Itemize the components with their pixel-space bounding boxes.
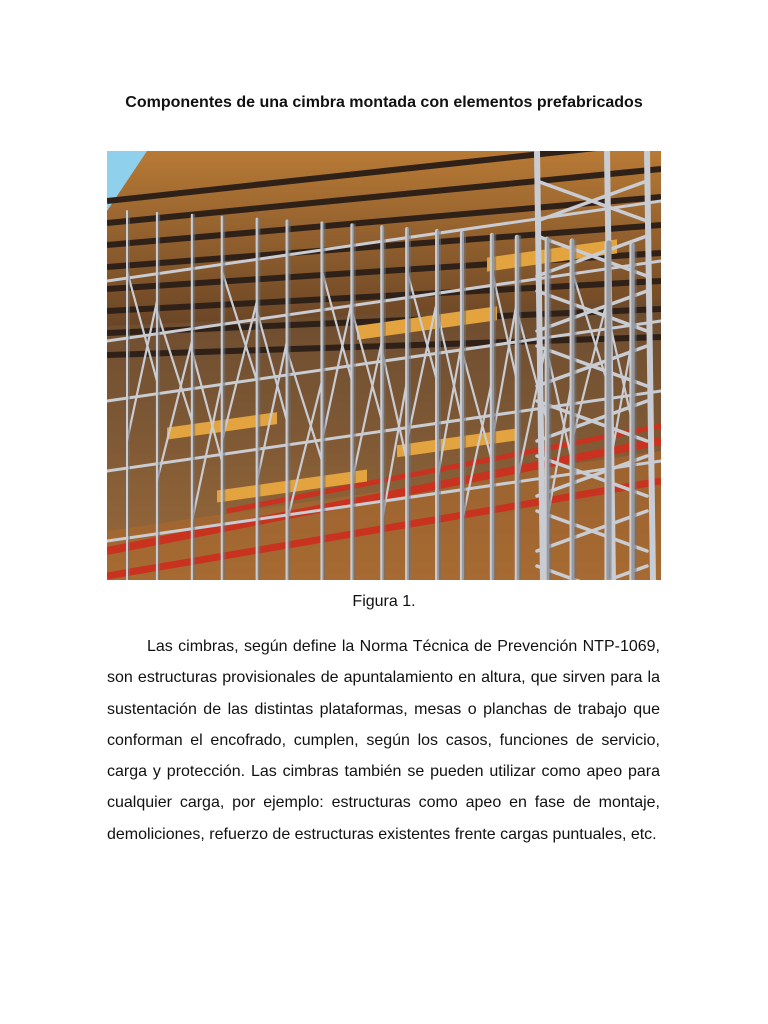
- scaffolding-photo: [107, 151, 661, 580]
- body-paragraph: Las cimbras, según define la Norma Técnica de Prevención NTP-1069, son estructuras provisionales de apuntalamiento en altura, que sirven para la sustentación de las distintas plataformas, mesas o planchas de trabajo que conforman el encofrado, cumplen, según los casos, funciones de servicio, carga y protección. Las cimbras también se pueden utilizar como apeo para cualquier carga, por ejemplo: estructuras como apeo en fase de montaje, demoliciones, refuerzo de estructuras existentes frente cargas puntuales, etc.: [107, 638, 660, 843]
- document-title: Componentes de una cimbra montada con elementos prefabricados: [125, 94, 643, 111]
- figure-caption: Figura 1.: [352, 593, 416, 610]
